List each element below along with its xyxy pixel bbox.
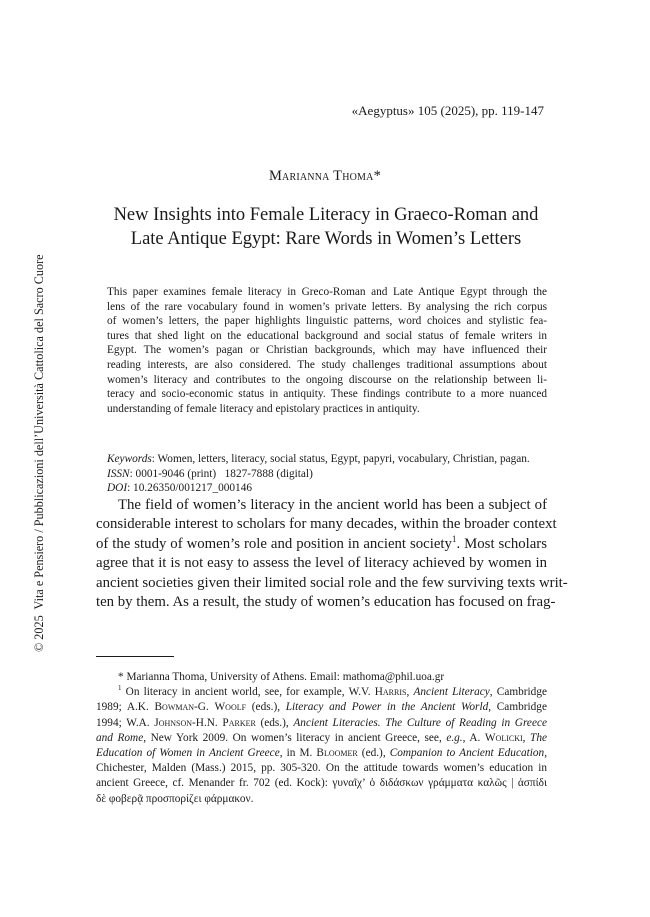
author-ref: Wolicki — [484, 731, 523, 744]
article-title — [96, 203, 556, 251]
body-line: ancient societies given their limited social role and the few surviving texts writ- — [96, 574, 568, 591]
article-metadata — [107, 452, 547, 496]
body-line — [96, 535, 547, 554]
footnote-separator — [96, 656, 174, 657]
running-head: «Aegyptus» 105 (2025), pp. 119-147 — [351, 103, 544, 118]
issn — [107, 467, 547, 482]
body-text-segment: . Most scholars — [456, 535, 547, 552]
author-footnote-mark: * — [373, 168, 382, 184]
abstract-line: teracy and socio-economic status in antiquity. These findings contribute to a more nuanced — [107, 388, 547, 401]
keywords-text: : Women, letters, literacy, social status, Egypt, papyri, vocabulary, Christian, pagan. — [151, 453, 530, 465]
footnote-line — [96, 746, 547, 761]
abstract-line: tures that shed light on the educational background and social status of female writers in — [107, 329, 547, 342]
footnotes — [96, 670, 547, 807]
abbreviation: e.g. — [446, 731, 463, 744]
footnote-text: , — [522, 731, 531, 744]
keywords-label: Keywords — [107, 453, 152, 465]
body-line: ten by them. As a result, the study of women’s education has focused on frag- — [96, 594, 556, 611]
footnote-line: ancient Greece, cf. Menander fr. 702 (ed. Kock): γυναῖχ’ ὁ διδάσκων γράμματα καλῶς | ἀσπίδι — [96, 777, 547, 790]
book-title: Ancient Literacy — [413, 686, 490, 699]
footnote-text: , Cambridge — [488, 701, 547, 714]
author-ref: Parker — [222, 716, 256, 729]
author-ref: Bloomer — [316, 747, 358, 760]
footnote-text: , — [406, 686, 414, 699]
abstract-line: lens of the rare vocabulary found in women’s private letters. By analysing the rich corpus — [107, 300, 547, 313]
footnote-text: (eds.), — [246, 701, 286, 714]
book-title: Education of Women in Ancient Greece — [96, 747, 280, 760]
keywords — [107, 452, 547, 467]
footnote-text: On literacy in ancient world, see, for example, W.V. — [121, 686, 375, 699]
footnote-text: 1989; A.K. — [96, 701, 155, 714]
footnote-text: , A. — [462, 731, 485, 744]
doi — [107, 481, 547, 496]
copyright-sidebar: © 2025 Vita e Pensiero / Pubblicazioni dell’Università Cattolica del Sacro Cuore — [32, 254, 46, 652]
author-last-name: Thoma — [333, 168, 374, 184]
footnote-text: -H.N. — [192, 716, 223, 729]
footnote-author: * Marianna Thoma, University of Athens. Email: mathoma@phil.uoa.gr — [118, 671, 445, 683]
doi-text: : 10.26350/001217_000146 — [127, 482, 252, 495]
footnote-text: , in M. — [279, 747, 317, 760]
doi-label: DOI — [107, 482, 128, 495]
body-line: The field of women’s literacy in the ancient world has been a subject of — [118, 497, 547, 513]
footnote-text: , Cambridge — [489, 686, 547, 699]
book-title: and Rome — [96, 731, 144, 744]
title-line-1: New Insights into Female Literacy in Graeco-Roman and — [113, 205, 539, 225]
footnote-ref-1: 1 — [451, 533, 457, 544]
abstract — [107, 285, 547, 416]
footnote-number: 1 — [118, 684, 122, 693]
abstract-line: understanding of female literacy and epistolary practices in antiquity. — [107, 402, 420, 415]
footnote-line — [96, 731, 547, 746]
footnote-text: (ed.), — [357, 747, 390, 760]
abstract-line: women’s literacy and contributes to the ongoing discourse on the relationship between li- — [107, 373, 547, 386]
book-title: Ancient Literacies. The Culture of Reading in Greece — [293, 716, 547, 729]
author-first-name: Marianna — [268, 168, 334, 184]
footnote-text: 1994; W.A. — [96, 716, 155, 729]
author-ref: Woolf — [214, 701, 247, 714]
issn-text: : 0001-9046 (print) 1827-7888 (digital) — [129, 467, 313, 480]
footnote-line — [96, 700, 547, 715]
footnote-text: , New York 2009. On women’s literacy in ancient Greece, see, — [143, 731, 447, 744]
footnote-line: Chichester, Malden (Mass.) 2015, pp. 305-320. On the attitude towards women’s education in — [96, 762, 547, 775]
title-line-2: Late Antique Egypt: Rare Words in Women’s Letters — [130, 229, 522, 249]
author-ref: Johnson — [154, 716, 193, 729]
body-line: agree that it is not easy to assess the level of literacy achieved by women in — [96, 555, 547, 572]
footnote-line — [96, 685, 547, 700]
footnote-line — [96, 716, 547, 731]
footnote-text: -G. — [194, 701, 215, 714]
body-paragraph — [96, 496, 568, 612]
author-ref: Bowman — [154, 701, 195, 714]
footnote-text: (eds.), — [255, 716, 294, 729]
author-ref: Harris — [374, 686, 407, 699]
book-title: The — [530, 731, 547, 744]
book-title: Literacy and Power in the Ancient World — [285, 701, 489, 714]
body-text-segment: of the study of women’s role and position in ancient society — [96, 535, 452, 552]
abstract-line: Egypt. The women’s pagan or Christian backgrounds, which may have influenced their — [107, 344, 547, 357]
footnote-line: δὲ φοβερᾷ προσπορίζει φάρμακον. — [96, 792, 254, 805]
issn-label: ISSN — [107, 467, 130, 480]
abstract-line: This paper examines female literacy in Greco-Roman and Late Antique Egypt through the — [107, 286, 547, 298]
abstract-line: of women’s letters, the paper highlights linguistic patterns, word choices and stylistic fea- — [107, 315, 547, 328]
book-title: Companion to Ancient Education — [389, 747, 545, 760]
abstract-line: reading interests, are also considered. The study challenges traditional assumptions about — [107, 358, 547, 371]
body-line: considerable interest to scholars for many decades, within the broader context — [96, 516, 557, 533]
footnote-text: , — [544, 747, 548, 760]
author-name — [0, 168, 650, 185]
